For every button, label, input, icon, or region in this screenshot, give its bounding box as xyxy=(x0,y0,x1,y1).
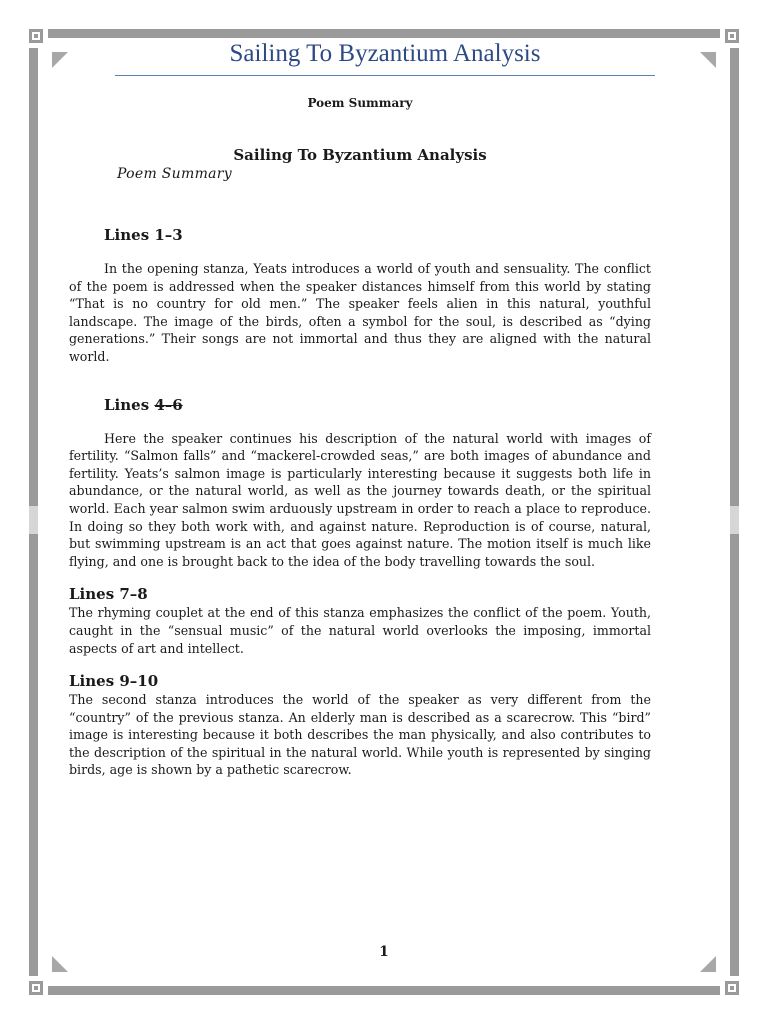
document-body xyxy=(69,94,651,779)
section-body: In the opening stanza, Yeats introduces a world of youth and sensuality. The conflict of the poem is addressed when the speaker distances himself from this world by stating “That is no country for old men.” The speaker feels alien in this natural, youthful landscape. The image of the birds, often a symbol for the soul, is described as “dying generations.” Their songs are not immortal and thus they are aligned with the natural world. xyxy=(69,261,651,364)
corner-triangle xyxy=(52,52,68,68)
document-title: Sailing To Byzantium Analysis xyxy=(233,146,487,164)
section-heading-prefix: Lines xyxy=(104,395,155,414)
document-subtitle: Poem Summary xyxy=(117,166,232,182)
section-heading xyxy=(104,396,651,414)
page-header-title: Sailing To Byzantium Analysis xyxy=(229,40,541,67)
section-heading: Lines 9–10 xyxy=(69,672,159,691)
corner-ornament xyxy=(29,29,43,43)
section-body: Here the speaker continues his description of the natural world with images of fertility. “Salmon falls” and “mackerel-crowded seas,” are both images of abundance and fertility. Yeats’s salmon image is particularly interesting because it suggests both life in abundance, or the natural world, as well as the journey towards death, or the spiritual world. Each year salmon swim arduously upstream in order to reach a place to reproduce. In doing so they both work with, and against nature. Reproduction is of course, natural, but swimming upstream is an act that goes against nature. The motion itself is much like flying, and one is brought back to the idea of the body travelling towards the soul. xyxy=(69,430,651,569)
corner-ornament xyxy=(725,29,739,43)
section-heading-struck: 4–6 xyxy=(154,395,183,414)
summary-label: Poem Summary xyxy=(307,96,413,110)
corner-ornament xyxy=(725,981,739,995)
page-border-right xyxy=(730,48,739,976)
page-border-bottom xyxy=(48,986,720,995)
section-heading: Lines 7–8 xyxy=(69,585,148,604)
border-notch xyxy=(29,506,38,534)
section-body: The rhyming couplet at the end of this stanza emphasizes the conflict of the poem. Youth, caught in the “sensual music” of the natural world overlooks the imposing, immortal aspects of art and intellect. xyxy=(69,605,651,656)
page-border-top xyxy=(48,29,720,38)
corner-triangle xyxy=(700,52,716,68)
corner-ornament xyxy=(29,981,43,995)
section-heading: Lines 1–3 xyxy=(104,226,183,244)
section-body: The second stanza introduces the world of the speaker as very different from the “country” of the previous stanza. An elderly man is described as a scarecrow. This “bird” image is interesting because it both describes the man physically, and also contributes to the description of the spiritual in the natural world. While youth is represented by singing birds, age is shown by a pathetic scarecrow. xyxy=(69,692,651,778)
page-border-left xyxy=(29,48,38,976)
page-number: 1 xyxy=(379,944,389,960)
border-notch xyxy=(730,506,739,534)
header-rule xyxy=(115,75,655,76)
